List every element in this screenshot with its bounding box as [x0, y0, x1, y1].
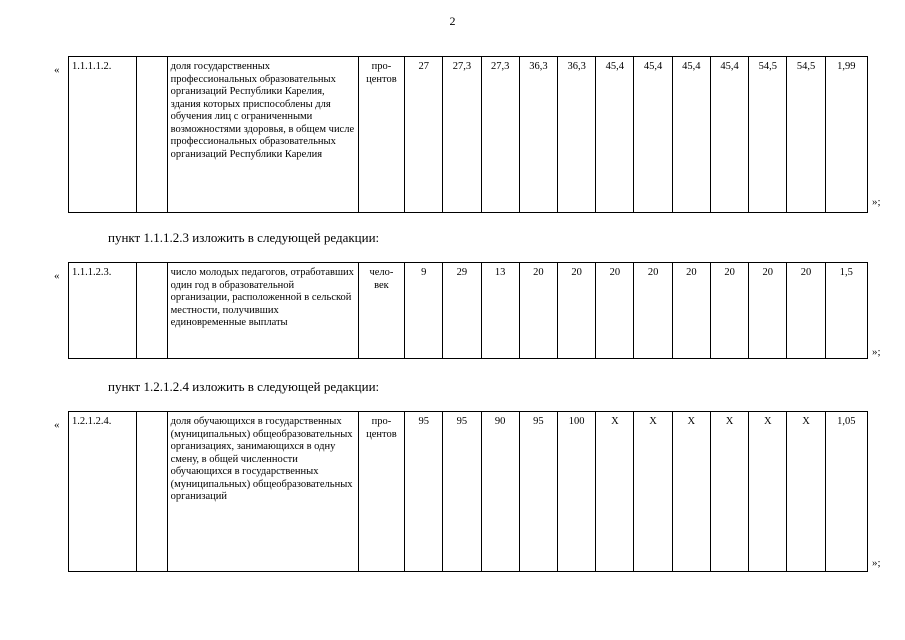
value-cell: 20	[596, 263, 634, 359]
blank-cell	[137, 57, 167, 213]
value-cell: Х	[749, 412, 787, 572]
value-cell: 29	[443, 263, 481, 359]
value-cell: 95	[443, 412, 481, 572]
indicator-description: число молодых педагогов, отработавших один год в образовательной организации, расположенной в сельской местности, получивших единовременные выплаты	[167, 263, 358, 359]
indicator-code: 1.1.1.2.3.	[69, 263, 137, 359]
value-cell: 54,5	[749, 57, 787, 213]
indicator-table-2	[68, 262, 868, 359]
value-cell: 9	[405, 263, 443, 359]
blank-cell	[137, 412, 167, 572]
instruction-text-2: пункт 1.2.1.2.4 изложить в следующей редакции:	[108, 379, 380, 394]
table-row	[69, 412, 868, 572]
value-cell: Х	[634, 412, 672, 572]
value-cell: 20	[634, 263, 672, 359]
value-cell: 36,3	[558, 57, 596, 213]
close-quote: »;	[872, 557, 881, 569]
value-cell: 45,4	[710, 57, 748, 213]
unit-cell: чело- век	[358, 263, 404, 359]
indicator-description: доля обучающихся в государственных (муниципальных) общеобразовательных организациях, занимающихся в одну смену, в общей численности обучающихся в государственных (муниципальных) общеобразовательных организаций	[167, 412, 358, 572]
blank-cell	[137, 263, 167, 359]
unit-cell: про- центов	[358, 412, 404, 572]
indicator-code: 1.1.1.1.2.	[69, 57, 137, 213]
value-cell: Х	[710, 412, 748, 572]
value-cell: 20	[672, 263, 710, 359]
value-cell: 54,5	[787, 57, 825, 213]
instruction-text-1: пункт 1.1.1.2.3 изложить в следующей редакции:	[108, 230, 380, 245]
value-cell: 1,99	[825, 57, 867, 213]
unit-cell: про- центов	[358, 57, 404, 213]
open-quote: «	[54, 419, 60, 431]
value-cell: 27,3	[481, 57, 519, 213]
value-cell: 20	[558, 263, 596, 359]
indicator-table-3	[68, 411, 868, 572]
value-cell: 90	[481, 412, 519, 572]
value-cell: 20	[787, 263, 825, 359]
value-cell: 45,4	[672, 57, 710, 213]
value-cell: 100	[558, 412, 596, 572]
value-cell: 95	[405, 412, 443, 572]
table-row	[69, 263, 868, 359]
value-cell: 1,5	[825, 263, 867, 359]
value-cell: 95	[519, 412, 557, 572]
value-cell: 1,05	[825, 412, 867, 572]
indicator-description: доля государственных профессиональных образовательных организаций Республики Карелия, здания которых приспособлены для обучения лиц с ограниченными возможностями здоровья, в общем числе профессиональных образовательных организаций Республики Карелия	[167, 57, 358, 213]
value-cell: 27	[405, 57, 443, 213]
open-quote: «	[54, 64, 60, 76]
indicator-code: 1.2.1.2.4.	[69, 412, 137, 572]
value-cell: 13	[481, 263, 519, 359]
close-quote: »;	[872, 346, 881, 358]
indicator-table-1	[68, 56, 868, 213]
value-cell: Х	[787, 412, 825, 572]
value-cell: 36,3	[519, 57, 557, 213]
value-cell: 20	[710, 263, 748, 359]
open-quote: «	[54, 270, 60, 282]
page-number: 2	[449, 14, 456, 28]
value-cell: Х	[672, 412, 710, 572]
value-cell: 45,4	[634, 57, 672, 213]
value-cell: 45,4	[596, 57, 634, 213]
value-cell: 20	[749, 263, 787, 359]
value-cell: 27,3	[443, 57, 481, 213]
table-row	[69, 57, 868, 213]
value-cell: Х	[596, 412, 634, 572]
close-quote: »;	[872, 196, 881, 208]
value-cell: 20	[519, 263, 557, 359]
